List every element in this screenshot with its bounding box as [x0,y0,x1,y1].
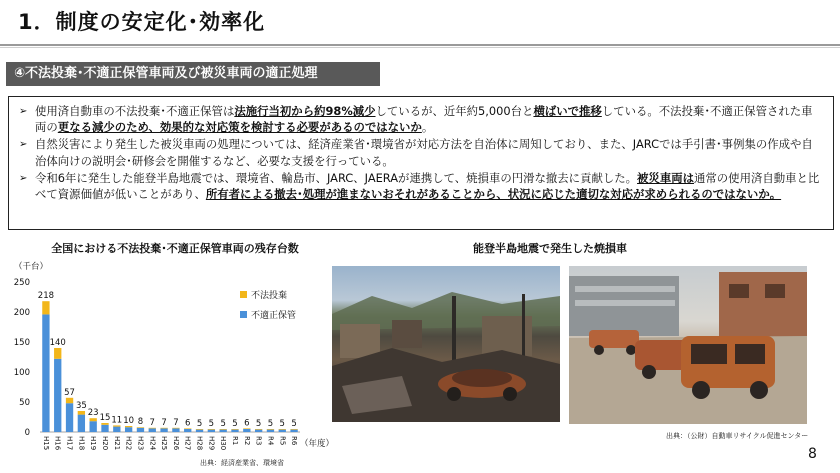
bar-total-label: 5 [279,419,285,429]
emphasis-text: 横ばいで推移 [533,104,602,118]
bullet-marker: ➢ [19,172,28,184]
title-divider-thin [0,47,840,48]
body-text: 使用済自動車の不法投棄･不適正保管は [35,104,235,118]
section-heading: ④不法投棄･不適正保管車両及び被災車両の適正処理 [6,62,380,86]
body-text: 自然災害により発生した被災車両の処理については、経済産業省･環境省が対応方法を自治体に周知しており、また、JARCでは手引書･事例集の作成や自治体向けの説明会･研修会を開催するなど、必要な支援を行っている。 [35,137,813,168]
bar-improper-storage [172,428,179,432]
bar-illegal-dumping [172,428,179,429]
y-tick-label: 100 [13,368,30,378]
bar-total-label: 5 [232,419,238,429]
bullet-marker: ➢ [19,106,28,117]
bar-improper-storage [267,430,274,432]
bar-improper-storage [160,428,167,432]
emphasis-text: 被災車両は [637,170,694,185]
bar-illegal-dumping [66,398,73,403]
x-tick-label: H21 [112,436,121,451]
legend-label-illegal-dumping: 不法投棄 [251,291,288,301]
bar-total-label: 8 [137,417,144,428]
bar-illegal-dumping [279,429,286,430]
bullet-item [19,103,823,135]
bar-improper-storage [208,430,215,432]
bar-illegal-dumping [208,429,215,430]
bullet-marker: ➢ [19,139,28,151]
page-number: 8 [808,446,817,462]
x-tick-label: H26 [171,436,180,451]
bar-illegal-dumping [90,418,97,421]
bar-improper-storage [54,359,61,432]
bar-improper-storage [101,425,108,432]
bar-total-label: 5 [267,419,274,429]
bar-total-label: 218 [37,291,55,302]
bar-illegal-dumping [113,425,120,426]
bar-total-label: 15 [99,413,111,423]
bar-illegal-dumping [220,429,227,430]
bar-total-label: 7 [149,417,155,428]
y-tick-label: 250 [13,278,30,288]
body-text: しているが、近年約5,000台と [375,104,534,118]
chart-title: 全国における不法投棄･不適正保管車両の残存台数 [51,242,299,255]
emphasis-text: 所有者による撤去･処理が進まないおそれがあることから、状況に応じた適切な対応が求められるのではないか。 [205,187,782,202]
x-tick-label: R6 [290,436,299,446]
photo-title: 能登半島地震で発生した焼損車 [473,242,627,255]
x-tick-label: H17 [65,436,74,451]
bar-illegal-dumping [101,423,108,425]
title-divider [0,44,840,46]
bar-improper-storage [66,403,73,432]
bar-total-label: 5 [220,419,226,429]
x-tick-label: H30 [219,436,228,451]
x-tick-label: H16 [53,436,62,451]
x-tick-label: H24 [148,436,157,451]
x-tick-label: H28 [195,436,204,451]
bar-total-label: 6 [244,418,250,429]
bar-illegal-dumping [149,428,156,429]
bar-improper-storage [125,427,132,432]
bar-total-label: 57 [64,387,75,398]
legend-swatch-improper-storage [240,311,247,318]
burned-cars-illustration [569,266,807,424]
bullet-text [35,170,823,202]
bar-improper-storage [290,430,297,432]
body-text: 令和6年に発生した能登半島地震では、環境省、輪島市、JARC、JAERAが連携して、焼損車の円滑な撤去に貢献した。 [35,170,638,185]
bullet-item [19,170,823,202]
bar-illegal-dumping [160,428,167,429]
y-axis-unit: （千台） [14,262,49,272]
bar-illegal-dumping [267,429,274,430]
bar-improper-storage [184,429,191,432]
y-tick-label: 0 [24,428,30,438]
bar-illegal-dumping [54,348,61,359]
x-tick-label: R5 [278,436,287,446]
bar-improper-storage [196,430,203,432]
bar-improper-storage [90,421,97,432]
bar-improper-storage [220,430,227,432]
bar-illegal-dumping [42,301,49,314]
bar-total-label: 5 [291,419,297,429]
x-tick-label: R4 [266,436,275,446]
bar-illegal-dumping [196,429,203,430]
bar-improper-storage [231,430,238,432]
bar-improper-storage [279,430,286,432]
legend-label-improper-storage: 不適正保管 [251,311,297,321]
legend-swatch-illegal-dumping [240,291,247,298]
bar-illegal-dumping [184,428,191,429]
bar-illegal-dumping [255,429,262,430]
bar-improper-storage [78,415,85,432]
x-tick-label: H23 [136,436,145,451]
bar-illegal-dumping [290,429,297,430]
bar-total-label: 6 [185,418,191,429]
body-text: している。不法投棄･不適正保管された車両の [35,104,813,135]
bar-improper-storage [255,430,262,432]
bar-total-label: 10 [123,416,135,426]
x-tick-label: H18 [77,436,86,451]
bar-total-label: 11 [111,415,123,426]
body-text: 通常の使用済自動車と比べて資源価値が低いことがあり、 [35,170,820,202]
y-tick-label: 200 [13,308,30,318]
bar-total-label: 7 [161,417,167,428]
emphasis-text: 更なる減少のため、効果的な対応策を検討する必要があるのではないか [57,120,422,135]
x-tick-label: R2 [242,436,251,446]
bar-total-label: 5 [255,419,262,429]
slide-title: 1．制度の安定化･効率化 [18,10,266,34]
x-tick-label: H25 [160,436,169,451]
bar-total-label: 140 [49,338,66,348]
bar-illegal-dumping [243,428,250,429]
bar-improper-storage [42,314,49,432]
x-tick-label: R1 [231,436,239,446]
emphasis-text: 法施行当初から約98%減少 [234,104,376,118]
bar-improper-storage [243,429,250,432]
photo-burned-town [332,266,560,422]
bar-illegal-dumping [231,429,238,430]
chart-source: 出典：経済産業省、環境省 [200,459,284,467]
chart-legend [240,288,296,328]
x-axis-unit: （年度） [300,439,335,449]
bullet-box [8,96,834,230]
bullet-item [19,136,823,168]
legend-item-illegal-dumping [240,288,296,301]
bar-total-label: 35 [75,401,87,411]
y-tick-label: 150 [13,338,30,348]
bar-illegal-dumping [78,411,85,415]
legend-item-improper-storage [240,308,296,321]
x-tick-label: R3 [254,436,263,446]
bar-illegal-dumping [125,426,132,427]
bar-total-label: 23 [87,408,99,419]
y-tick-label: 50 [19,398,30,408]
bar-illegal-dumping [137,427,144,428]
x-tick-label: H19 [89,436,98,451]
bar-total-label: 5 [208,419,215,429]
bar-total-label: 5 [196,419,203,429]
x-tick-label: H29 [207,436,216,451]
bar-total-label: 7 [173,417,179,428]
bullet-text [35,103,823,135]
body-text: 。 [421,120,434,135]
photo-burned-cars [569,266,807,424]
burned-town-illustration [332,266,560,422]
x-tick-label: H27 [183,436,192,451]
bar-improper-storage [149,428,156,432]
photo-source: 出典：（公財）自動車リサイクル促進センター [666,432,809,440]
bar-improper-storage [113,427,120,432]
x-tick-label: H20 [101,436,109,451]
bar-improper-storage [137,428,144,432]
bullet-text [35,136,823,168]
x-tick-label: H22 [124,436,133,451]
x-tick-label: H15 [41,436,50,451]
